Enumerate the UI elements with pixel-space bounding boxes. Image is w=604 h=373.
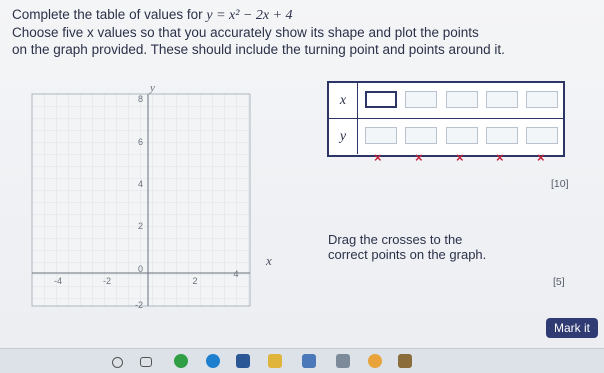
drag-instructions — [328, 232, 486, 262]
y-value-input-2[interactable] — [405, 127, 437, 144]
coordinate-graph[interactable] — [0, 82, 320, 312]
app-icon[interactable] — [336, 354, 350, 368]
app-icon[interactable] — [302, 354, 316, 368]
instruction-line-2: Choose five x values so that you accurately show its shape and plot the points — [12, 25, 479, 40]
x-value-input-4[interactable] — [486, 91, 518, 108]
y-value-input-4[interactable] — [486, 127, 518, 144]
instruction-prefix: Complete the table of values for — [12, 7, 203, 22]
draggable-cross-1[interactable]: × — [374, 150, 382, 165]
x-value-input-5[interactable] — [526, 91, 558, 108]
question-instructions — [12, 6, 505, 58]
x-axis-label: x — [266, 253, 272, 268]
x-row — [329, 83, 563, 119]
x-tick-label: 4 — [233, 269, 239, 279]
draggable-crosses — [0, 150, 604, 170]
y-value-input-3[interactable] — [446, 127, 478, 144]
y-value-input-1[interactable] — [365, 127, 397, 144]
x-tick-label: -2 — [102, 276, 112, 286]
graph-marks: [5] — [553, 276, 565, 288]
y-row — [329, 119, 563, 154]
store-icon[interactable] — [398, 354, 412, 368]
taskbar — [0, 348, 604, 373]
drag-instructions-line-1: Drag the crosses to the — [328, 232, 463, 247]
mark-it-button[interactable]: Mark it — [546, 318, 598, 338]
y-tick-label: 6 — [137, 137, 143, 147]
draggable-cross-2[interactable]: × — [415, 150, 423, 165]
y-tick-label: 8 — [137, 94, 143, 104]
y-axis-label: y — [150, 82, 155, 94]
x-tick-label: 2 — [192, 276, 198, 286]
values-table — [327, 81, 565, 157]
file-explorer-icon[interactable] — [268, 354, 282, 368]
instruction-line-1 — [12, 6, 505, 24]
x-value-input-2[interactable] — [405, 91, 437, 108]
y-row-header: y — [329, 119, 358, 154]
y-tick-label: 2 — [137, 221, 143, 231]
app-icon[interactable] — [368, 354, 382, 368]
draggable-cross-4[interactable]: × — [496, 150, 504, 165]
y-tick-label: 4 — [137, 179, 143, 189]
y-tick-label: -2 — [134, 300, 143, 310]
x-value-input-1[interactable] — [365, 91, 397, 108]
edge-icon[interactable] — [206, 354, 220, 368]
origin-label: 0 — [137, 264, 143, 274]
x-value-input-3[interactable] — [446, 91, 478, 108]
draggable-cross-5[interactable]: × — [537, 150, 545, 165]
instruction-line-3: on the graph provided. These should include the turning point and points around it. — [12, 42, 505, 57]
word-icon[interactable] — [236, 354, 250, 368]
x-tick-label: -4 — [53, 276, 63, 286]
search-icon[interactable] — [112, 357, 123, 368]
equation: y = x² − 2x + 4 — [206, 8, 293, 23]
graph-gridlines — [32, 94, 250, 306]
chrome-icon[interactable] — [174, 354, 188, 368]
x-row-header: x — [329, 83, 358, 118]
y-value-input-5[interactable] — [526, 127, 558, 144]
task-view-icon[interactable] — [140, 357, 152, 367]
table-marks: [10] — [551, 178, 569, 190]
drag-instructions-line-2: correct points on the graph. — [328, 247, 487, 262]
draggable-cross-3[interactable]: × — [456, 150, 464, 165]
